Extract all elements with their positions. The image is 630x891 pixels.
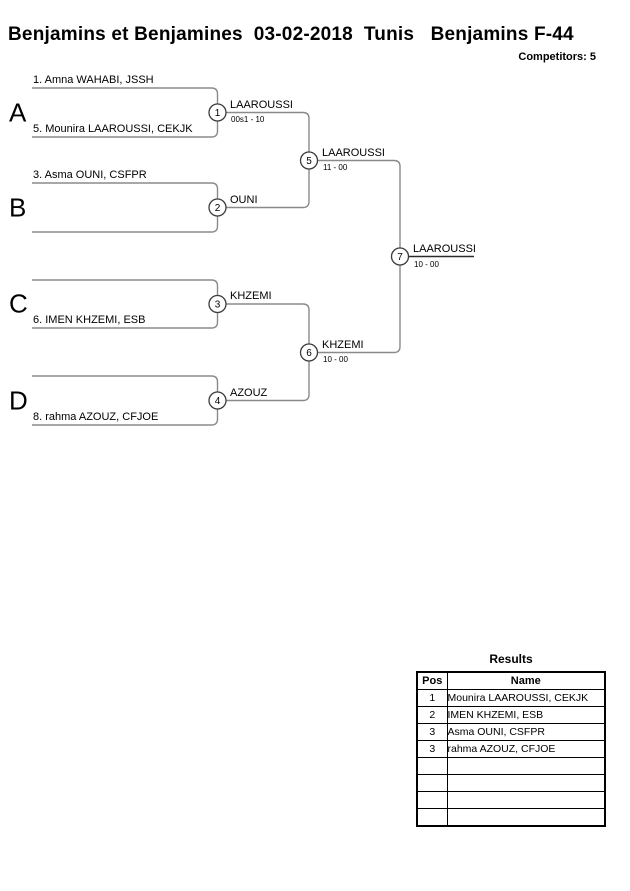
- result-pos: [417, 809, 447, 827]
- table-row: [417, 741, 605, 758]
- section-letter-b: B: [9, 191, 27, 222]
- results-header-name: Name: [447, 672, 605, 690]
- table-row: [417, 690, 605, 707]
- match-2-number: 2: [214, 203, 221, 214]
- result-pos: 2: [417, 707, 447, 724]
- match-1-score: 00s1 - 10: [231, 115, 265, 124]
- table-row: [417, 775, 605, 792]
- results-header-pos: Pos: [417, 672, 447, 690]
- table-row: [417, 758, 605, 775]
- match-5-winner: LAAROUSSI: [322, 146, 385, 159]
- match-1-number: 1: [214, 108, 221, 119]
- match-6-number: 6: [306, 348, 312, 359]
- results-title: Results: [489, 652, 533, 666]
- player-khzemi: 6. IMEN KHZEMI, ESB: [33, 314, 146, 326]
- bracket-lines-group: [32, 88, 400, 425]
- result-pos: [417, 792, 447, 809]
- connector-match5-match6-to-match7: [309, 161, 400, 353]
- results-section: [416, 652, 606, 827]
- section-letter-c: C: [9, 288, 28, 319]
- result-name: rahma AZOUZ, CFJOE: [447, 741, 605, 758]
- match-3-winner: KHZEMI: [230, 290, 272, 302]
- result-name: [447, 758, 605, 775]
- player-laaroussi: 5. Mounira LAAROUSSI, CEKJK: [33, 123, 193, 135]
- match-7-winner: LAAROUSSI: [413, 242, 476, 255]
- player-ouni: 3. Asma OUNI, CSFPR: [33, 169, 147, 181]
- bracket-b-lines: [32, 183, 218, 232]
- competitors-count: Competitors: 5: [518, 51, 596, 63]
- table-row: [417, 707, 605, 724]
- player-wahabi: 1. Amna WAHABI, JSSH: [33, 74, 154, 86]
- result-name: [447, 775, 605, 792]
- results-header-row: [417, 672, 605, 690]
- section-letter-a: A: [9, 96, 27, 127]
- result-name: Asma OUNI, CSFPR: [447, 724, 605, 741]
- section-letter-d: D: [9, 384, 28, 415]
- match-7-number: 7: [397, 252, 403, 263]
- result-name: [447, 792, 605, 809]
- result-name: [447, 809, 605, 827]
- match-3-number: 3: [214, 299, 221, 311]
- match-2-winner: OUNI: [230, 193, 258, 206]
- match-7-score: 10 - 00: [414, 259, 439, 269]
- result-pos: 3: [417, 741, 447, 758]
- match-4-winner: AZOUZ: [230, 386, 268, 399]
- match-1-winner: LAAROUSSI: [230, 98, 293, 111]
- result-pos: [417, 758, 447, 775]
- page-title: Benjamins et Benjamines 03-02-2018 Tunis Benjamins F-44: [8, 24, 574, 45]
- match-4-number: 4: [214, 396, 221, 407]
- match-5-score: 11 - 00: [323, 163, 348, 172]
- result-name: IMEN KHZEMI, ESB: [447, 707, 605, 724]
- table-row: [417, 792, 605, 809]
- result-name: Mounira LAAROUSSI, CEKJK: [447, 690, 605, 707]
- match-6-winner: KHZEMI: [322, 338, 364, 351]
- result-pos: [417, 775, 447, 792]
- player-azouz: 8. rahma AZOUZ, CFJOE: [33, 411, 159, 423]
- table-row: [417, 724, 605, 741]
- match-5-number: 5: [306, 156, 312, 167]
- result-pos: 1: [417, 690, 447, 707]
- table-row: [417, 809, 605, 827]
- match-6-score: 10 - 00: [323, 355, 348, 364]
- results-table: [416, 671, 606, 827]
- result-pos: 3: [417, 724, 447, 741]
